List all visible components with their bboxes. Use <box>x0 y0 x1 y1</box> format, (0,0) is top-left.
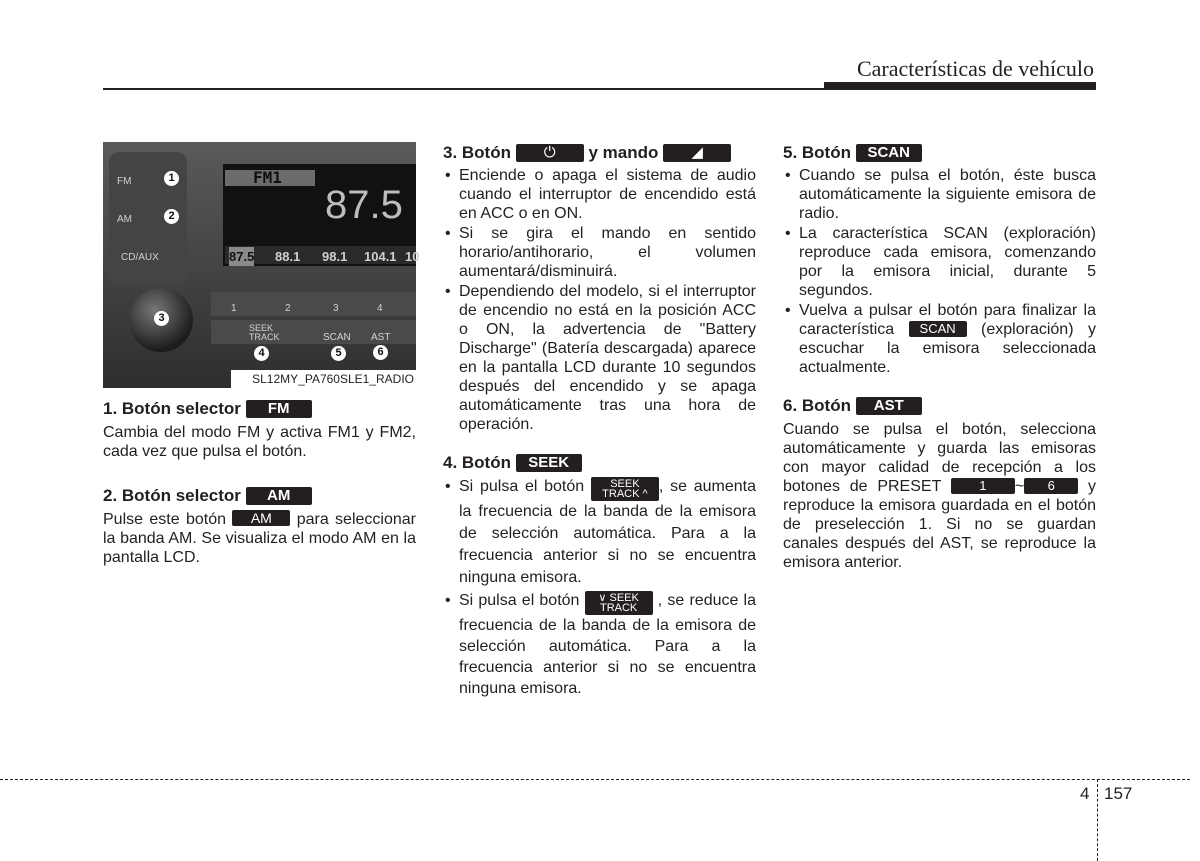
section-4-title: 4. Botón <box>443 453 511 472</box>
ast-text-a: Cuando se pulsa el botón, selecciona automáticamente y guarda las emisoras con mayor calidad de recepción a los botones de PRESET <box>783 421 1096 495</box>
list-item: • La característica SCAN (exploración) reproduce cada emisora, comenzando por la emisora inicial, durante 5 segundos. <box>783 224 1096 300</box>
callout-2: 2 <box>164 209 179 224</box>
seek-track-label: SEEK TRACK <box>249 323 280 342</box>
running-header: Características de vehículo <box>856 56 1094 81</box>
tilde: ~ <box>1014 478 1025 495</box>
section-3-title-b: y mando <box>588 143 659 162</box>
preset-label: 3 <box>333 303 339 314</box>
scan-button-pill: SCAN <box>856 144 922 162</box>
list-item: • Cuando se pulsa el botón, éste busca automáticamente la siguiente emisora de radio. <box>783 166 1096 223</box>
scan-label: SCAN <box>323 332 351 343</box>
footer-divider <box>1097 779 1098 861</box>
side-button-fm: FM <box>117 176 132 187</box>
seek-down-text-a: Si pulsa el botón <box>459 592 580 609</box>
radio-figure <box>103 142 420 388</box>
side-button-am: AM <box>117 214 132 225</box>
section-3-heading <box>443 142 756 164</box>
display-preset: 10 <box>405 249 420 264</box>
list-item <box>443 476 756 589</box>
section-2-title: 2. Botón selector <box>103 486 241 505</box>
volume-knob-pill: ◢ <box>663 144 731 162</box>
seek-up-text-b: , se aumenta la frecuencia de la banda de la emisora de selección automática. Para a la frecuencia anterior si no se encuentra ninguna emisora. <box>459 478 756 586</box>
ast-button-pill: AST <box>856 397 922 415</box>
list-item: • Si se gira el mando en sentido horario/antihorario, el volumen aumentará/disminuirá. <box>443 224 756 281</box>
power-button-pill: ⏻ <box>516 144 584 162</box>
am-inline-pill: AM <box>232 510 290 526</box>
preset-label: 2 <box>285 303 291 314</box>
list-item <box>443 590 756 699</box>
section-3-list <box>443 166 756 434</box>
display-band: FM1 <box>225 170 315 186</box>
display-frequency: 87.5 <box>325 183 403 227</box>
column-2 <box>443 142 756 699</box>
preset-label: 4 <box>377 303 383 314</box>
seek-up-text-a: Si pulsa el botón <box>459 478 585 495</box>
header-rule <box>103 88 1096 90</box>
preset-label: 1 <box>231 303 237 314</box>
preset-6-pill: 6 <box>1024 478 1078 494</box>
section-2-text <box>103 510 416 567</box>
section-number: 4 <box>1080 784 1090 803</box>
seek-button-pill: SEEK <box>516 454 582 472</box>
figure-caption: SL12MY_PA760SLE1_RADIO <box>231 370 416 388</box>
section-2-heading <box>103 485 416 507</box>
callout-6: 6 <box>373 345 388 360</box>
ast-label: AST <box>371 332 391 343</box>
section-5-title: 5. Botón <box>783 143 851 162</box>
callout-4: 4 <box>254 346 269 361</box>
section-3-title-a: 3. Botón <box>443 143 511 162</box>
list-item <box>783 301 1096 377</box>
seek-track-down-pill: ∨ SEEK TRACK <box>585 591 653 615</box>
section-2-text-b: para seleccionar la banda AM. Se visualiza el modo AM en la pantalla LCD. <box>103 511 416 566</box>
seek-down-text-b: , se reduce la frecuencia de la banda de la emisora de selección automática. Para a la frecuencia anterior si no se encuentra ninguna emisora. <box>459 592 756 697</box>
callout-1: 1 <box>164 171 179 186</box>
section-5-heading <box>783 142 1096 164</box>
display-preset: 104.1 <box>364 249 397 264</box>
display-preset: 98.1 <box>322 249 348 264</box>
section-2-text-a: Pulse este botón <box>103 511 226 528</box>
section-1-title: 1. Botón selector <box>103 399 241 418</box>
section-6-title: 6. Botón <box>783 396 851 415</box>
page-number: 157 <box>1104 784 1133 803</box>
column-3 <box>783 142 1096 572</box>
list-item: • Enciende o apaga el sistema de audio cuando el interruptor de encendido está en ACC o en ON. <box>443 166 756 223</box>
seek-track-up-pill: SEEK TRACK ^ <box>591 477 659 501</box>
am-button-pill: AM <box>246 487 312 505</box>
fm-button-pill: FM <box>246 400 312 418</box>
preset-button-row <box>211 292 416 316</box>
scan-text-b: (exploración) y escuchar la emisora seleccionada actualmente. <box>799 321 1096 376</box>
ast-text-b: y reproduce la emisora guardada en el botón de preselección 1. Si no se guardan canales después del AST, se reproduce la emisora anterior. <box>783 478 1096 571</box>
display-preset: 88.1 <box>275 249 301 264</box>
section-1-heading <box>103 398 416 420</box>
section-4-heading <box>443 452 756 474</box>
side-button-cdaux: CD/AUX <box>121 252 159 263</box>
section-6-text <box>783 420 1096 572</box>
list-item: • Dependiendo del modelo, si el interruptor de encendio no está en la posición ACC o ON, la advertencia de "Battery Discharge" (Batería descargada) aparece en la pantalla LCD durante 10 segundos después del encendido y se apaga automáticamente tras una hora de operación. <box>443 282 756 434</box>
section-1-text: Cambia del modo FM y activa FM1 y FM2, cada vez que pulsa el botón. <box>103 424 416 460</box>
section-6-heading <box>783 395 1096 417</box>
footer-rule <box>0 779 1190 780</box>
callout-5: 5 <box>331 346 346 361</box>
column-1 <box>103 142 420 567</box>
scan-inline-pill: SCAN <box>909 321 967 337</box>
section-4-list <box>443 476 756 699</box>
scan-text-a: Vuelva a pulsar el botón para finalizar la característica <box>799 302 1096 338</box>
preset-1-pill: 1 <box>951 478 1015 494</box>
section-5-list <box>783 166 1096 377</box>
display-preset: 87.5 <box>229 249 255 264</box>
callout-3: 3 <box>154 311 169 326</box>
